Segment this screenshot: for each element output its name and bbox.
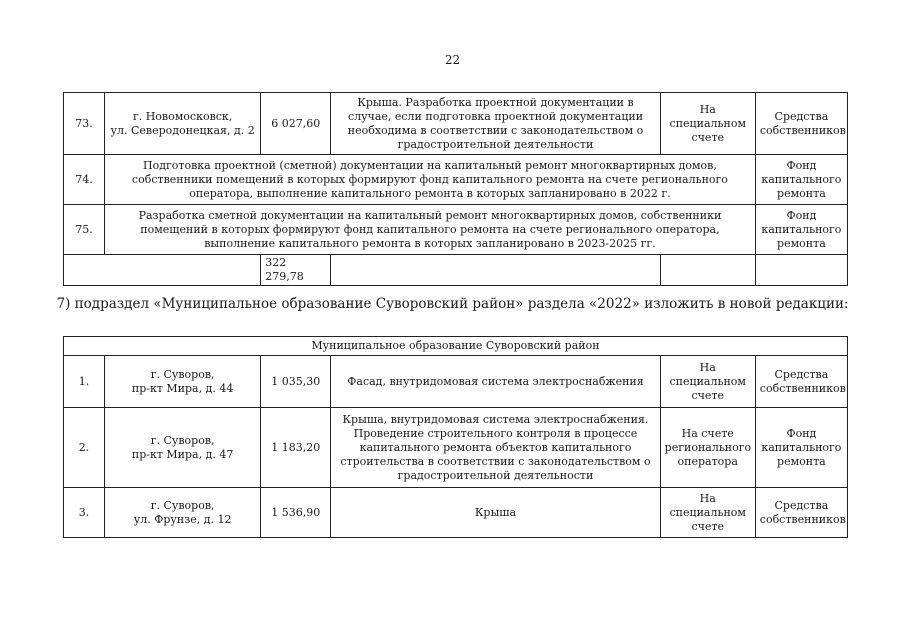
empty-cell — [331, 255, 660, 286]
page-number: 22 — [444, 53, 461, 67]
account-type-cell: На счете регионального оператора — [660, 408, 755, 488]
sum-cell: 6 027,60 — [261, 93, 331, 155]
work-list-table — [63, 92, 848, 286]
funding-source-cell: Фонд капитального ремонта — [755, 205, 847, 255]
table-title: Муниципальное образование Суворовский район — [64, 337, 848, 356]
sum-cell: 1 183,20 — [261, 408, 331, 488]
sum-cell: 1 536,90 — [261, 488, 331, 538]
suvorov-district-table — [63, 336, 848, 538]
empty-cell — [660, 255, 755, 286]
row-number: 2. — [64, 408, 105, 488]
work-type-cell: Крыша, внутридомовая система электроснабжения. Проведение строительного контроля в процессе капитального ремонта объектов капитального строительства в соответствии с законодательством о градостроительной деятельности — [331, 408, 660, 488]
work-type-cell: Фасад, внутридомовая система электроснабжения — [331, 356, 660, 408]
funding-source-cell: Фонд капитального ремонта — [755, 408, 847, 488]
table-row — [64, 488, 848, 538]
row-number: 75. — [64, 205, 105, 255]
row-number: 3. — [64, 488, 105, 538]
empty-cell — [64, 255, 261, 286]
table-row — [64, 93, 848, 155]
table-row — [64, 205, 848, 255]
merged-description-cell: Разработка сметной документации на капитальный ремонт многоквартирных домов, собственники помещений в которых формируют фонд капитального ремонта на счете регионального оператора, выполнение капитального ремонта в которых запланировано в 2023-2025 гг. — [105, 205, 756, 255]
table-row — [64, 155, 848, 205]
total-row — [64, 255, 848, 286]
table-row — [64, 356, 848, 408]
row-number: 74. — [64, 155, 105, 205]
row-number: 1. — [64, 356, 105, 408]
address-cell: г. Суворов, пр-кт Мира, д. 47 — [105, 408, 261, 488]
empty-cell — [755, 255, 847, 286]
address-cell: г. Суворов, ул. Фрунзе, д. 12 — [105, 488, 261, 538]
funding-source-cell: Средства собственников — [755, 488, 847, 538]
merged-description-cell: Подготовка проектной (сметной) документации на капитальный ремонт многоквартирных домов, собственники помещений в которых формируют фонд капитального ремонта на счете регионального оператора, выполнение капитального ремонта в которых запланировано в 2022 г. — [105, 155, 756, 205]
funding-source-cell: Средства собственников — [755, 356, 847, 408]
address-cell: г. Новомосковск, ул. Северодонецкая, д. 2 — [105, 93, 261, 155]
work-type-cell: Крыша. Разработка проектной документации в случае, если подготовка проектной документации необходима в соответствии с законодательством о градостроительной деятельности — [331, 93, 660, 155]
address-cell: г. Суворов, пр-кт Мира, д. 44 — [105, 356, 261, 408]
account-type-cell: На специальном счете — [660, 488, 755, 538]
table-title-row — [64, 337, 848, 356]
section-heading: 7) подраздел «Муниципальное образование Суворовский район» раздела «2022» изложить в новой редакции: — [56, 296, 849, 312]
funding-source-cell: Фонд капитального ремонта — [755, 155, 847, 205]
account-type-cell: На специальном счете — [660, 93, 755, 155]
sum-cell: 1 035,30 — [261, 356, 331, 408]
table-row — [64, 408, 848, 488]
funding-source-cell: Средства собственников — [755, 93, 847, 155]
row-number: 73. — [64, 93, 105, 155]
account-type-cell: На специальном счете — [660, 356, 755, 408]
work-type-cell: Крыша — [331, 488, 660, 538]
total-sum-cell: 322 279,78 — [261, 255, 331, 286]
